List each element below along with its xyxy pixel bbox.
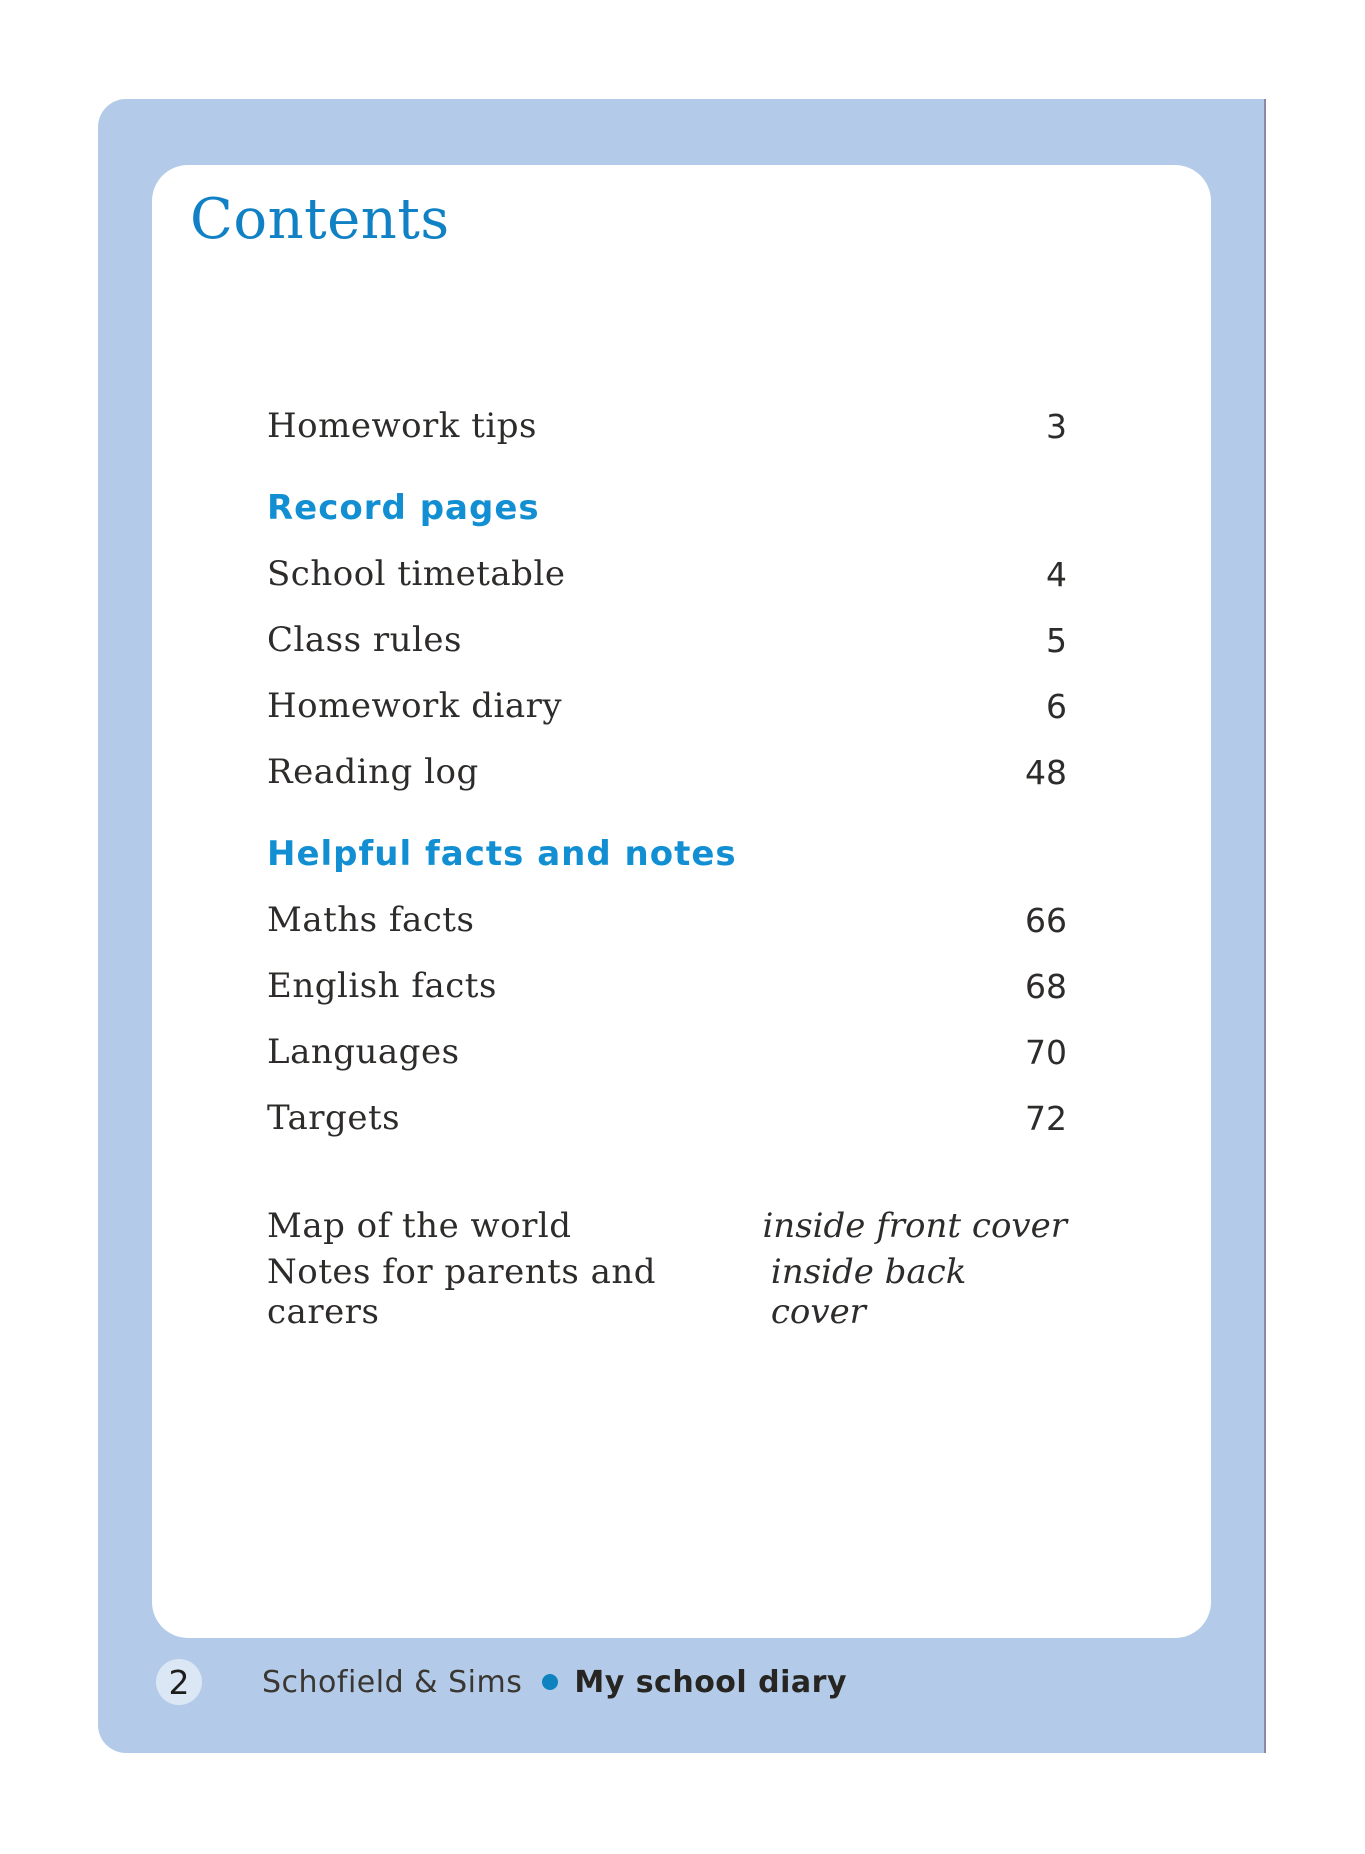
toc-page-number: 3	[1046, 406, 1067, 446]
toc-entry-label: Homework diary	[267, 686, 563, 726]
toc-page-number: 70	[1025, 1032, 1067, 1072]
contents-card	[152, 165, 1211, 1638]
toc-page-number: 72	[1025, 1098, 1067, 1138]
toc-section-heading	[267, 475, 1067, 541]
toc-list	[267, 393, 1067, 1332]
toc-row	[267, 739, 1067, 805]
toc-entry-label: Class rules	[267, 620, 462, 660]
toc-page-number: 68	[1025, 966, 1067, 1006]
toc-page-number: 66	[1025, 900, 1067, 940]
toc-row	[267, 953, 1067, 1019]
toc-page-number: 5	[1046, 620, 1067, 660]
toc-row	[267, 1019, 1067, 1085]
toc-page-number: 6	[1046, 686, 1067, 726]
page-title: Contents	[190, 187, 450, 252]
toc-page-number: inside back cover	[770, 1252, 967, 1332]
toc-entry-label: Helpful facts and notes	[267, 834, 737, 874]
toc-entry-label: Map of the world	[267, 1206, 572, 1246]
toc-row	[267, 393, 1067, 459]
toc-section-heading	[267, 821, 1067, 887]
toc-row	[267, 607, 1067, 673]
toc-entry-label: English facts	[267, 966, 497, 1006]
toc-row	[267, 1193, 1067, 1259]
toc-row	[267, 1252, 1067, 1332]
page-number-badge	[156, 1659, 202, 1705]
toc-entry-label: Targets	[267, 1098, 401, 1138]
footer	[262, 1659, 847, 1705]
page-background-panel	[98, 99, 1266, 1753]
toc-page-number: inside front cover	[762, 1206, 1067, 1246]
book-title: My school diary	[574, 1664, 847, 1700]
toc-entry-label: Reading log	[267, 752, 479, 792]
toc-page-number: 4	[1046, 554, 1067, 594]
toc-entry-label: School timetable	[267, 554, 566, 594]
toc-entry-label: Homework tips	[267, 406, 537, 446]
toc-entry-label: Record pages	[267, 488, 540, 528]
separator-dot-icon	[542, 1674, 558, 1690]
toc-row	[267, 887, 1067, 953]
toc-page-number: 48	[1025, 752, 1067, 792]
toc-entry-label: Languages	[267, 1032, 460, 1072]
toc-entry-label: Notes for parents and carers	[267, 1252, 657, 1332]
toc-row	[267, 1085, 1067, 1151]
page-number: 2	[168, 1662, 190, 1702]
publisher-name: Schofield & Sims	[262, 1664, 523, 1700]
toc-row	[267, 541, 1067, 607]
toc-row	[267, 673, 1067, 739]
toc-entry-label: Maths facts	[267, 900, 475, 940]
